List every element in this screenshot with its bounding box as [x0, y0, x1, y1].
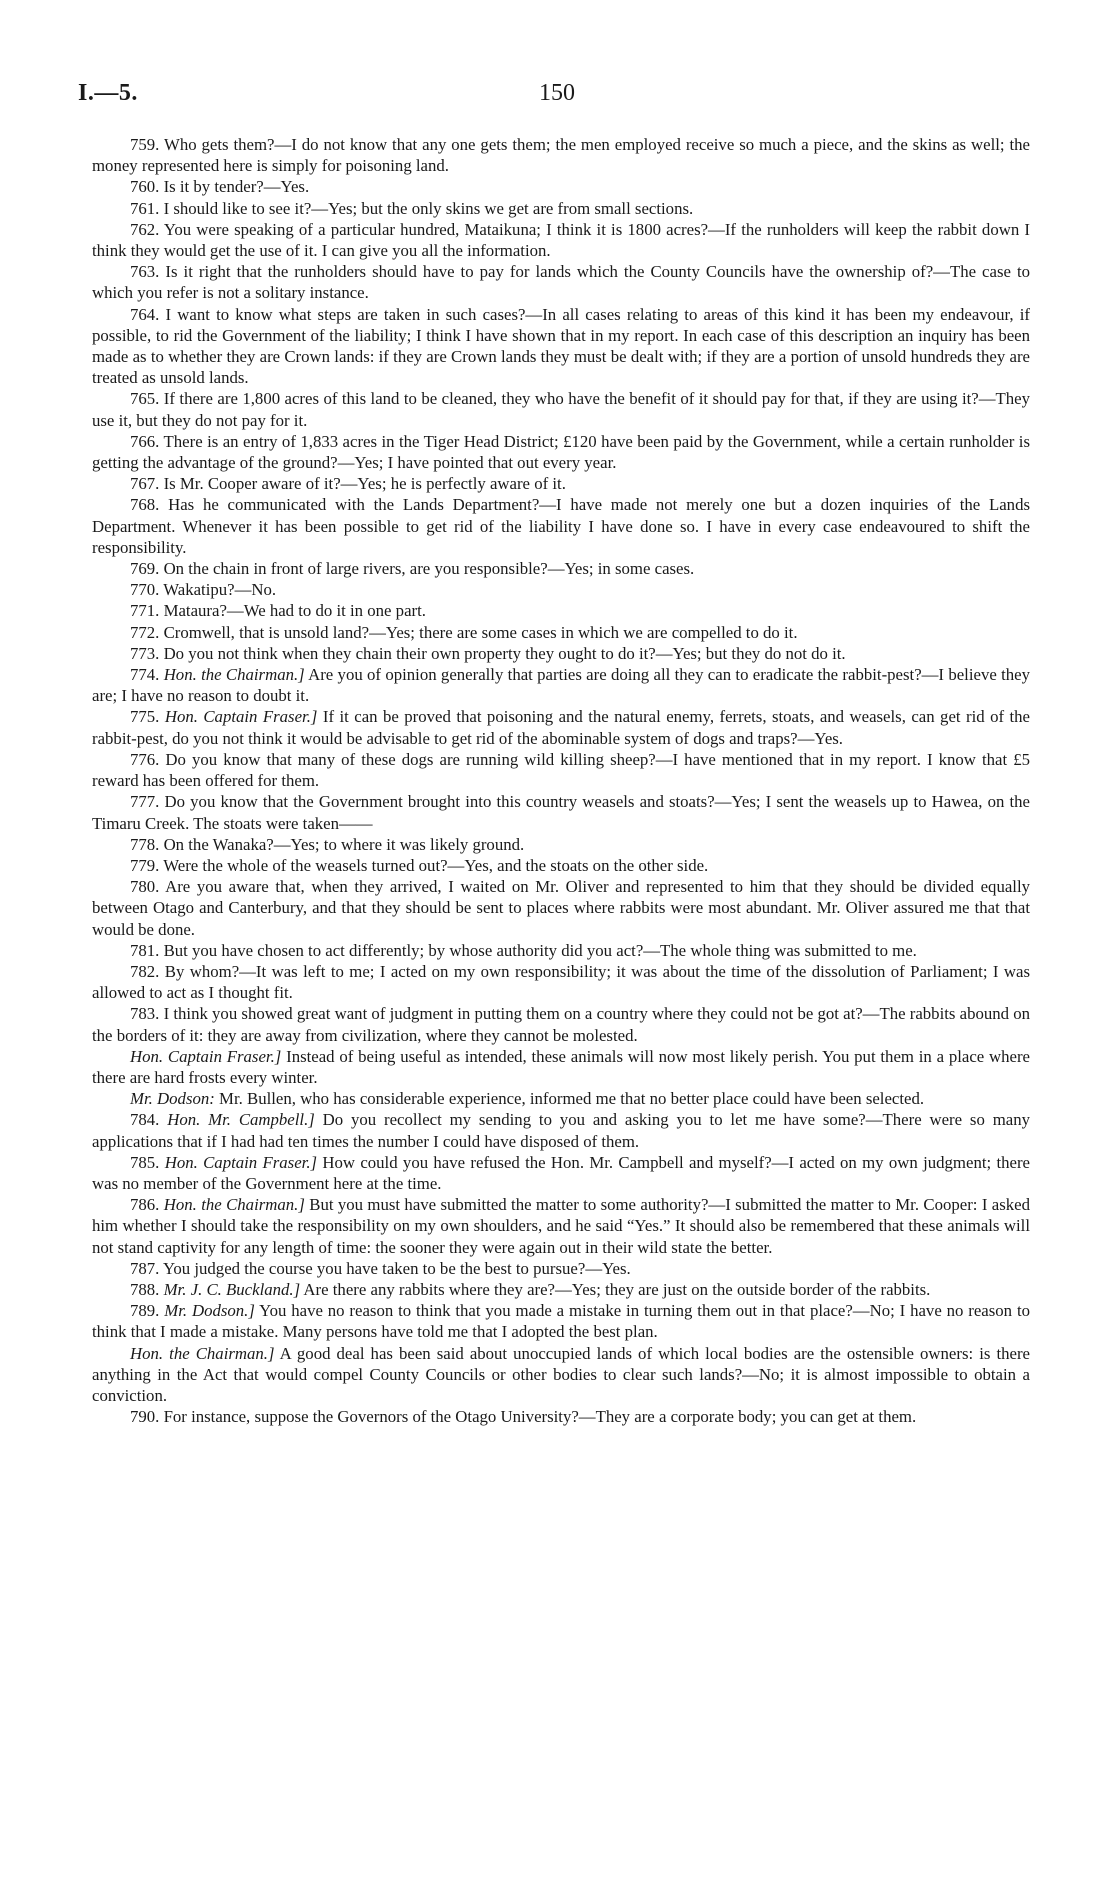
speaker-name: Mr. Dodson: [130, 1089, 215, 1109]
paragraph-text: 776. Do you know that many of these dogs are running wild killing sheep?—I have mentioned that in my report. I know that £5 reward has been offered for them. [92, 749, 1030, 791]
question-number: 786. [130, 1195, 160, 1215]
paragraph-text: 759. Who gets them?—I do not know that any one gets them; the men employed receive so much a piece, and the skins as well; the money represented here is simply for poisoning land. [92, 135, 1030, 176]
paragraph-text: You have no reason to think that you made a mistake in turning them out in that place?—No; I have no reason to think that I made a mistake. Many persons have told me that I adopted the best plan. [92, 1301, 1030, 1342]
testimony-paragraph [92, 261, 1030, 303]
testimony-paragraph [92, 1300, 1030, 1342]
testimony-paragraph [92, 834, 1030, 855]
testimony-paragraph [92, 791, 1030, 833]
speaker-name: Hon. Captain Fraser.] [130, 1046, 282, 1066]
speaker-name: Hon. the Chairman.] [163, 665, 305, 685]
testimony-paragraph [92, 940, 1030, 961]
testimony-paragraph [92, 1258, 1030, 1279]
testimony-paragraph [92, 494, 1030, 558]
speaker-name: Mr. Dodson.] [164, 1301, 255, 1321]
paragraph-text: Are there any rabbits where they are?—Yes; they are just on the outside border of the rabbits. [303, 1279, 931, 1299]
testimony-paragraph [92, 579, 1030, 600]
paragraph-text: But you must have submitted the matter to some authority?—I submitted the matter to Mr. Cooper: I asked him whether I should take the responsibility on my own shoulders, and he said “Yes.” It should also be remembered that these animals will not stand captivity for any length of time: the sooner they were again out in their wild state the better. [92, 1195, 1030, 1257]
speaker-name: Hon. Mr. Campbell.] [167, 1110, 315, 1130]
testimony-paragraph [92, 1152, 1030, 1194]
testimony-paragraph [92, 304, 1030, 389]
testimony-paragraph [92, 1406, 1030, 1427]
testimony-paragraph [92, 600, 1030, 621]
paragraph-text: 780. Are you aware that, when they arrived, I waited on Mr. Oliver and represented to him that they should be divided equally between Otago and Canterbury, and that they should be sent to places where rabbits were most abundant. Mr. Oliver assured me that that would be done. [92, 877, 1030, 939]
testimony-paragraph [92, 1343, 1030, 1407]
testimony-paragraph [92, 1194, 1030, 1258]
paragraph-text: 765. If there are 1,800 acres of this land to be cleaned, they who have the benefit of it should pay for that, if they are using it?—They use it, but they do not pay for it. [92, 389, 1030, 430]
paragraph-text: 768. Has he communicated with the Lands Department?—I have made not merely one but a dozen inquiries of the Lands Department. Whenever it has been possible to get rid of the liability I have done so. I have in every case endeavoured to shift the responsibility. [92, 495, 1030, 557]
paragraph-text: 769. On the chain in front of large rivers, are you responsible?—Yes; in some cases. [130, 559, 695, 579]
paragraph-text: Mr. Bullen, who has considerable experience, informed me that no better place could have been selected. [219, 1089, 925, 1109]
speaker-name: Hon. Captain Fraser.] [164, 1152, 318, 1172]
paragraph-text: 766. There is an entry of 1,833 acres in the Tiger Head District; £120 have been paid by the Government, while a certain runholder is getting the advantage of the ground?—Yes; I have pointed that out every year. [92, 431, 1030, 473]
testimony-paragraph [92, 961, 1030, 1003]
speaker-name: Hon. Captain Fraser.] [164, 707, 318, 727]
testimony-paragraph [92, 1279, 1030, 1300]
testimony-paragraph [92, 558, 1030, 579]
speaker-name: Mr. J. C. Buckland.] [163, 1279, 301, 1299]
question-number: 784. [130, 1110, 160, 1130]
paragraph-text: 783. I think you showed great want of judgment in putting them on a country where they could not be got at?—The rabbits abound on the borders of it: they are away from civilization, where they cannot be molested. [92, 1004, 1030, 1045]
paragraph-text: 764. I want to know what steps are taken in such cases?—In all cases relating to areas of this kind it has been my endeavour, if possible, to rid the Government of the liability; I think I have shown that in my report. In each case of this description an inquiry has been made as to whether they are Crown lands: if they are Crown lands they must be dealt with; if they are a portion of unsold hundreds they are treated as unsold lands. [92, 304, 1030, 388]
paragraph-text: 767. Is Mr. Cooper aware of it?—Yes; he is perfectly aware of it. [130, 474, 566, 494]
testimony-paragraph [92, 706, 1030, 748]
paragraph-text: 778. On the Wanaka?—Yes; to where it was likely ground. [130, 834, 525, 854]
paragraph-text: 762. You were speaking of a particular hundred, Mataikuna; I think it is 1800 acres?—If the runholders will keep the rabbit down I think they would get the use of it. I can give you all the information. [92, 219, 1030, 261]
paragraph-text: 787. You judged the course you have taken to be the best to pursue?—Yes. [130, 1258, 631, 1278]
testimony-paragraph [92, 431, 1030, 473]
speaker-name: Hon. the Chairman.] [163, 1195, 305, 1215]
testimony-paragraph [92, 1088, 1030, 1109]
paragraph-text: 790. For instance, suppose the Governors of the Otago University?—They are a corporate body; you can get at them. [130, 1407, 917, 1427]
question-number: 789. [130, 1301, 160, 1321]
testimony-paragraph [92, 388, 1030, 430]
testimony-paragraph [92, 1109, 1030, 1151]
testimony-paragraph [92, 134, 1030, 176]
paragraph-text: Do you recollect my sending to you and asking you to let me have some?—There were so many applications that if I had had ten times the number I could have disposed of them. [92, 1110, 1030, 1151]
question-number: 775. [130, 707, 160, 727]
paragraph-text: 773. Do you not think when they chain their own property they ought to do it?—Yes; but they do not do it. [130, 643, 846, 663]
paragraph-text: 760. Is it by tender?—Yes. [130, 177, 310, 197]
paragraph-text: Instead of being useful as intended, these animals will now most likely perish. You put them in a place where there are hard frosts every winter. [92, 1046, 1030, 1087]
testimony-paragraph [92, 749, 1030, 791]
testimony-paragraph [92, 664, 1030, 706]
question-number: 785. [130, 1152, 160, 1172]
testimony-paragraph [92, 622, 1030, 643]
testimony-paragraph [92, 1046, 1030, 1088]
question-number: 774. [130, 665, 160, 685]
page-header [78, 80, 1036, 110]
testimony-paragraph [92, 176, 1030, 197]
paragraph-text: 779. Were the whole of the weasels turned out?—Yes, and the stoats on the other side. [130, 855, 709, 875]
paragraph-text: 772. Cromwell, that is unsold land?—Yes; there are some cases in which we are compelled to do it. [130, 622, 798, 642]
testimony-paragraph [92, 219, 1030, 261]
paragraph-text: 771. Mataura?—We had to do it in one part. [130, 601, 426, 621]
paragraph-text: If it can be proved that poisoning and the natural enemy, ferrets, stoats, and weasels, can get rid of the rabbit-pest, do you not think it would be advisable to get rid of the abominable system of dogs and traps?—Yes. [92, 707, 1031, 748]
page-number: 150 [539, 80, 575, 106]
speaker-name: Hon. the Chairman.] [130, 1343, 275, 1363]
question-number: 788. [130, 1279, 160, 1299]
paragraph-text: 763. Is it right that the runholders should have to pay for lands which the County Councils have the ownership of?—The case to which you refer is not a solitary instance. [92, 262, 1030, 303]
testimony-paragraph [92, 855, 1030, 876]
testimony-paragraph [92, 643, 1030, 664]
paragraph-text: A good deal has been said about unoccupied lands of which local bodies are the ostensible owners: is there anything in the Act that would compel County Councils or other bodies to clear such lands?—No; it is almost impossible to obtain a conviction. [92, 1343, 1030, 1405]
paragraph-text: 761. I should like to see it?—Yes; but the only skins we get are from small sections. [130, 198, 694, 218]
testimony-body [92, 134, 1030, 1427]
paragraph-text: Are you of opinion generally that parties are doing all they can to eradicate the rabbit-pest?—I believe they are; I have no reason to doubt it. [92, 665, 1030, 706]
document-reference: I.—5. [78, 80, 138, 106]
testimony-paragraph [92, 473, 1030, 494]
paragraph-text: How could you have refused the Hon. Mr. Campbell and myself?—I acted on my own judgment; there was no member of the Government here at the time. [92, 1152, 1031, 1193]
paragraph-text: 781. But you have chosen to act differently; by whose authority did you act?—The whole thing was submitted to me. [130, 940, 917, 960]
testimony-paragraph [92, 876, 1030, 940]
paragraph-text: 782. By whom?—It was left to me; I acted on my own responsibility; it was about the time of the dissolution of Parliament; I was allowed to act as I thought fit. [92, 961, 1030, 1003]
paragraph-text: 777. Do you know that the Government brought into this country weasels and stoats?—Yes; I sent the weasels up to Hawea, on the Timaru Creek. The stoats were taken—— [92, 792, 1030, 833]
paragraph-text: 770. Wakatipu?—No. [130, 580, 277, 600]
testimony-paragraph [92, 1003, 1030, 1045]
testimony-paragraph [92, 198, 1030, 219]
